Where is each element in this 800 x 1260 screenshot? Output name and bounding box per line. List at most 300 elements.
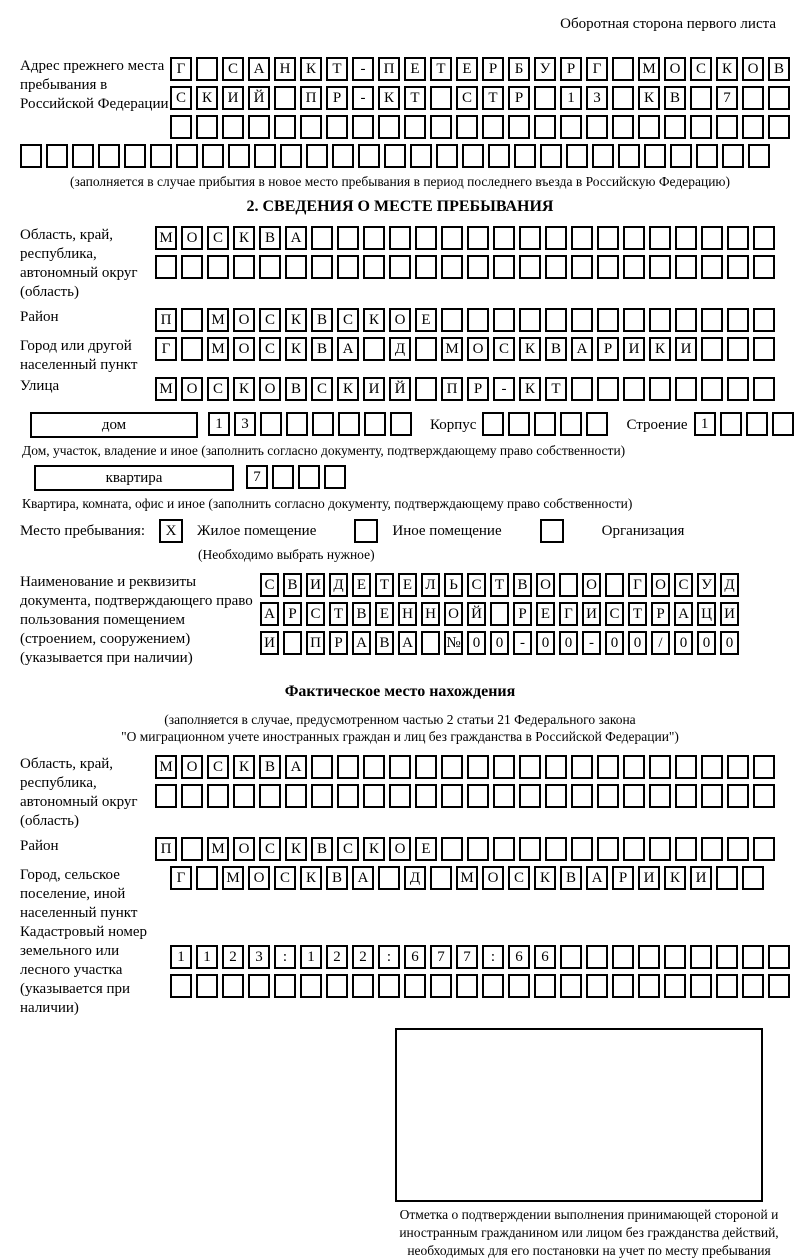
char-cell[interactable] <box>196 57 218 81</box>
char-cell[interactable] <box>338 412 360 436</box>
char-cell[interactable]: Р <box>482 57 504 81</box>
char-cell[interactable] <box>727 337 749 361</box>
char-cell[interactable]: 0 <box>628 631 647 655</box>
char-cell[interactable] <box>248 974 270 998</box>
char-cell[interactable] <box>560 412 582 436</box>
char-cell[interactable]: А <box>248 57 270 81</box>
char-cell[interactable] <box>207 784 229 808</box>
char-cell[interactable] <box>274 86 296 110</box>
char-cell[interactable] <box>415 337 437 361</box>
char-cell[interactable]: К <box>337 377 359 401</box>
apartment-type-box[interactable]: квартира <box>34 465 234 491</box>
char-cell[interactable] <box>597 226 619 250</box>
char-cell[interactable] <box>716 866 738 890</box>
char-cell[interactable] <box>467 784 489 808</box>
char-cell[interactable]: Ь <box>444 573 463 597</box>
char-cell[interactable] <box>260 412 282 436</box>
char-cell[interactable] <box>623 377 645 401</box>
char-cell[interactable] <box>155 255 177 279</box>
char-cell[interactable]: Е <box>536 602 555 626</box>
char-cell[interactable] <box>675 755 697 779</box>
char-cell[interactable]: П <box>155 308 177 332</box>
char-cell[interactable] <box>571 784 593 808</box>
char-cell[interactable] <box>753 337 775 361</box>
char-cell[interactable] <box>534 412 556 436</box>
char-cell[interactable]: Р <box>560 57 582 81</box>
char-cell[interactable]: П <box>306 631 325 655</box>
char-cell[interactable]: С <box>456 86 478 110</box>
char-cell[interactable]: П <box>300 86 322 110</box>
char-cell[interactable]: 3 <box>586 86 608 110</box>
char-cell[interactable] <box>586 945 608 969</box>
char-cell[interactable]: Д <box>720 573 739 597</box>
char-cell[interactable]: Т <box>375 573 394 597</box>
char-cell[interactable] <box>753 755 775 779</box>
char-cell[interactable] <box>753 784 775 808</box>
char-cell[interactable]: И <box>582 602 601 626</box>
char-cell[interactable]: С <box>222 57 244 81</box>
char-cell[interactable] <box>644 144 666 168</box>
char-cell[interactable] <box>571 226 593 250</box>
char-cell[interactable] <box>389 755 411 779</box>
char-cell[interactable] <box>493 755 515 779</box>
char-cell[interactable]: 2 <box>326 945 348 969</box>
char-cell[interactable] <box>364 412 386 436</box>
char-cell[interactable] <box>441 837 463 861</box>
char-cell[interactable]: С <box>306 602 325 626</box>
char-cell[interactable] <box>155 784 177 808</box>
char-cell[interactable]: С <box>311 377 333 401</box>
char-cell[interactable] <box>748 144 770 168</box>
char-cell[interactable] <box>670 144 692 168</box>
char-cell[interactable]: М <box>207 837 229 861</box>
char-cell[interactable] <box>545 837 567 861</box>
char-cell[interactable] <box>675 377 697 401</box>
char-cell[interactable] <box>286 412 308 436</box>
char-cell[interactable] <box>545 755 567 779</box>
char-cell[interactable] <box>534 86 556 110</box>
char-cell[interactable] <box>170 974 192 998</box>
char-cell[interactable]: С <box>260 573 279 597</box>
char-cell[interactable]: А <box>285 226 307 250</box>
char-cell[interactable] <box>390 412 412 436</box>
char-cell[interactable] <box>150 144 172 168</box>
char-cell[interactable] <box>222 115 244 139</box>
char-cell[interactable] <box>508 115 530 139</box>
char-cell[interactable] <box>72 144 94 168</box>
char-cell[interactable] <box>306 144 328 168</box>
char-cell[interactable] <box>664 974 686 998</box>
char-cell[interactable] <box>389 255 411 279</box>
char-cell[interactable]: С <box>337 837 359 861</box>
char-cell[interactable] <box>571 755 593 779</box>
char-cell[interactable] <box>605 573 624 597</box>
char-cell[interactable]: 7 <box>456 945 478 969</box>
char-cell[interactable]: С <box>690 57 712 81</box>
char-cell[interactable] <box>467 755 489 779</box>
char-cell[interactable] <box>389 784 411 808</box>
char-cell[interactable]: - <box>352 86 374 110</box>
char-cell[interactable]: В <box>259 755 281 779</box>
char-cell[interactable] <box>337 784 359 808</box>
char-cell[interactable] <box>540 144 562 168</box>
char-cell[interactable]: О <box>389 837 411 861</box>
char-cell[interactable]: В <box>768 57 790 81</box>
char-cell[interactable]: О <box>664 57 686 81</box>
char-cell[interactable] <box>675 226 697 250</box>
char-cell[interactable] <box>701 255 723 279</box>
char-cell[interactable]: А <box>285 755 307 779</box>
char-cell[interactable]: К <box>638 86 660 110</box>
char-cell[interactable]: : <box>482 945 504 969</box>
char-cell[interactable] <box>415 255 437 279</box>
char-cell[interactable] <box>772 412 794 436</box>
char-cell[interactable] <box>378 115 400 139</box>
char-cell[interactable]: В <box>560 866 582 890</box>
char-cell[interactable] <box>742 86 764 110</box>
char-cell[interactable] <box>649 755 671 779</box>
char-cell[interactable]: К <box>285 837 307 861</box>
char-cell[interactable]: Т <box>326 57 348 81</box>
char-cell[interactable]: С <box>207 755 229 779</box>
char-cell[interactable]: В <box>352 602 371 626</box>
char-cell[interactable] <box>768 86 790 110</box>
char-cell[interactable]: Д <box>329 573 348 597</box>
char-cell[interactable] <box>690 945 712 969</box>
char-cell[interactable] <box>571 308 593 332</box>
char-cell[interactable] <box>720 412 742 436</box>
char-cell[interactable] <box>233 255 255 279</box>
char-cell[interactable]: М <box>207 337 229 361</box>
char-cell[interactable] <box>272 465 294 489</box>
char-cell[interactable]: А <box>586 866 608 890</box>
char-cell[interactable] <box>560 115 582 139</box>
char-cell[interactable] <box>352 974 374 998</box>
char-cell[interactable]: О <box>181 377 203 401</box>
char-cell[interactable]: У <box>697 573 716 597</box>
char-cell[interactable] <box>467 226 489 250</box>
char-cell[interactable]: Б <box>508 57 530 81</box>
char-cell[interactable]: - <box>352 57 374 81</box>
char-cell[interactable] <box>430 866 452 890</box>
char-cell[interactable]: И <box>222 86 244 110</box>
char-cell[interactable]: О <box>233 337 255 361</box>
char-cell[interactable]: В <box>285 377 307 401</box>
char-cell[interactable]: О <box>482 866 504 890</box>
char-cell[interactable] <box>722 144 744 168</box>
char-cell[interactable]: Т <box>404 86 426 110</box>
char-cell[interactable]: Г <box>586 57 608 81</box>
char-cell[interactable] <box>207 255 229 279</box>
char-cell[interactable]: К <box>534 866 556 890</box>
char-cell[interactable]: С <box>493 337 515 361</box>
char-cell[interactable] <box>176 144 198 168</box>
char-cell[interactable] <box>493 837 515 861</box>
char-cell[interactable]: В <box>664 86 686 110</box>
char-cell[interactable] <box>571 377 593 401</box>
char-cell[interactable]: 2 <box>352 945 374 969</box>
char-cell[interactable] <box>254 144 276 168</box>
char-cell[interactable]: - <box>493 377 515 401</box>
char-cell[interactable] <box>456 115 478 139</box>
char-cell[interactable]: С <box>508 866 530 890</box>
char-cell[interactable]: О <box>742 57 764 81</box>
char-cell[interactable]: И <box>638 866 660 890</box>
char-cell[interactable]: В <box>545 337 567 361</box>
char-cell[interactable]: Й <box>389 377 411 401</box>
char-cell[interactable]: К <box>233 755 255 779</box>
char-cell[interactable]: П <box>155 837 177 861</box>
char-cell[interactable]: К <box>233 226 255 250</box>
char-cell[interactable]: К <box>378 86 400 110</box>
char-cell[interactable] <box>20 144 42 168</box>
char-cell[interactable]: Т <box>545 377 567 401</box>
char-cell[interactable] <box>675 784 697 808</box>
char-cell[interactable] <box>378 866 400 890</box>
char-cell[interactable] <box>623 308 645 332</box>
char-cell[interactable]: 1 <box>170 945 192 969</box>
char-cell[interactable]: А <box>571 337 593 361</box>
char-cell[interactable] <box>124 144 146 168</box>
char-cell[interactable]: К <box>649 337 671 361</box>
char-cell[interactable] <box>436 144 458 168</box>
char-cell[interactable] <box>493 226 515 250</box>
char-cell[interactable] <box>493 255 515 279</box>
char-cell[interactable]: Ц <box>697 602 716 626</box>
char-cell[interactable] <box>612 57 634 81</box>
char-cell[interactable]: И <box>306 573 325 597</box>
char-cell[interactable] <box>597 308 619 332</box>
char-cell[interactable]: И <box>363 377 385 401</box>
char-cell[interactable] <box>298 465 320 489</box>
char-cell[interactable] <box>768 974 790 998</box>
char-cell[interactable] <box>753 837 775 861</box>
char-cell[interactable] <box>519 255 541 279</box>
char-cell[interactable] <box>649 255 671 279</box>
char-cell[interactable] <box>753 255 775 279</box>
char-cell[interactable] <box>664 115 686 139</box>
char-cell[interactable] <box>716 115 738 139</box>
char-cell[interactable] <box>337 255 359 279</box>
char-cell[interactable] <box>259 784 281 808</box>
char-cell[interactable] <box>675 308 697 332</box>
char-cell[interactable]: В <box>259 226 281 250</box>
char-cell[interactable]: О <box>248 866 270 890</box>
char-cell[interactable] <box>363 784 385 808</box>
char-cell[interactable]: Л <box>421 573 440 597</box>
char-cell[interactable]: 3 <box>234 412 256 436</box>
char-cell[interactable]: О <box>181 226 203 250</box>
char-cell[interactable]: 1 <box>196 945 218 969</box>
char-cell[interactable] <box>664 945 686 969</box>
char-cell[interactable] <box>623 226 645 250</box>
char-cell[interactable] <box>421 631 440 655</box>
char-cell[interactable]: - <box>513 631 532 655</box>
char-cell[interactable] <box>430 86 452 110</box>
char-cell[interactable] <box>181 837 203 861</box>
char-cell[interactable]: - <box>582 631 601 655</box>
char-cell[interactable]: О <box>259 377 281 401</box>
char-cell[interactable]: Й <box>248 86 270 110</box>
char-cell[interactable]: С <box>274 866 296 890</box>
char-cell[interactable] <box>560 974 582 998</box>
char-cell[interactable] <box>384 144 406 168</box>
char-cell[interactable]: : <box>274 945 296 969</box>
char-cell[interactable] <box>430 974 452 998</box>
char-cell[interactable] <box>337 226 359 250</box>
char-cell[interactable] <box>727 784 749 808</box>
char-cell[interactable]: К <box>300 57 322 81</box>
char-cell[interactable]: 0 <box>720 631 739 655</box>
char-cell[interactable] <box>441 308 463 332</box>
char-cell[interactable] <box>441 255 463 279</box>
char-cell[interactable]: М <box>155 377 177 401</box>
char-cell[interactable] <box>742 866 764 890</box>
char-cell[interactable]: М <box>155 226 177 250</box>
char-cell[interactable]: Е <box>456 57 478 81</box>
char-cell[interactable] <box>519 226 541 250</box>
char-cell[interactable]: В <box>283 573 302 597</box>
char-cell[interactable]: О <box>233 308 255 332</box>
char-cell[interactable]: Р <box>283 602 302 626</box>
char-cell[interactable] <box>467 837 489 861</box>
char-cell[interactable]: 6 <box>404 945 426 969</box>
char-cell[interactable] <box>202 144 224 168</box>
char-cell[interactable]: 0 <box>605 631 624 655</box>
char-cell[interactable] <box>566 144 588 168</box>
char-cell[interactable] <box>675 837 697 861</box>
char-cell[interactable] <box>300 115 322 139</box>
char-cell[interactable] <box>696 144 718 168</box>
char-cell[interactable]: : <box>378 945 400 969</box>
char-cell[interactable]: С <box>170 86 192 110</box>
char-cell[interactable] <box>337 755 359 779</box>
char-cell[interactable] <box>222 974 244 998</box>
char-cell[interactable] <box>545 226 567 250</box>
char-cell[interactable] <box>746 412 768 436</box>
char-cell[interactable] <box>753 226 775 250</box>
char-cell[interactable]: О <box>233 837 255 861</box>
char-cell[interactable] <box>311 755 333 779</box>
char-cell[interactable] <box>283 631 302 655</box>
char-cell[interactable]: Г <box>170 866 192 890</box>
char-cell[interactable]: А <box>674 602 693 626</box>
char-cell[interactable] <box>311 226 333 250</box>
char-cell[interactable]: Т <box>329 602 348 626</box>
char-cell[interactable] <box>311 255 333 279</box>
char-cell[interactable] <box>467 308 489 332</box>
char-cell[interactable]: Е <box>375 602 394 626</box>
char-cell[interactable]: 2 <box>222 945 244 969</box>
char-cell[interactable]: П <box>441 377 463 401</box>
char-cell[interactable]: О <box>536 573 555 597</box>
char-cell[interactable] <box>415 377 437 401</box>
char-cell[interactable] <box>534 115 556 139</box>
char-cell[interactable]: С <box>259 337 281 361</box>
char-cell[interactable] <box>638 115 660 139</box>
char-cell[interactable] <box>196 115 218 139</box>
char-cell[interactable] <box>597 255 619 279</box>
char-cell[interactable] <box>352 115 374 139</box>
char-cell[interactable]: Д <box>389 337 411 361</box>
char-cell[interactable] <box>638 974 660 998</box>
char-cell[interactable]: К <box>716 57 738 81</box>
char-cell[interactable]: С <box>467 573 486 597</box>
char-cell[interactable]: М <box>638 57 660 81</box>
char-cell[interactable] <box>623 837 645 861</box>
char-cell[interactable] <box>519 784 541 808</box>
char-cell[interactable]: Г <box>170 57 192 81</box>
char-cell[interactable] <box>623 255 645 279</box>
char-cell[interactable] <box>196 974 218 998</box>
char-cell[interactable] <box>285 784 307 808</box>
char-cell[interactable]: 0 <box>467 631 486 655</box>
char-cell[interactable] <box>332 144 354 168</box>
char-cell[interactable] <box>98 144 120 168</box>
char-cell[interactable] <box>701 837 723 861</box>
char-cell[interactable]: Й <box>467 602 486 626</box>
char-cell[interactable] <box>701 784 723 808</box>
char-cell[interactable] <box>690 974 712 998</box>
char-cell[interactable] <box>456 974 478 998</box>
char-cell[interactable]: 6 <box>534 945 556 969</box>
char-cell[interactable] <box>701 377 723 401</box>
char-cell[interactable]: К <box>363 837 385 861</box>
char-cell[interactable]: 1 <box>300 945 322 969</box>
char-cell[interactable]: К <box>519 337 541 361</box>
char-cell[interactable]: О <box>467 337 489 361</box>
char-cell[interactable]: 6 <box>508 945 530 969</box>
char-cell[interactable]: О <box>651 573 670 597</box>
char-cell[interactable] <box>493 784 515 808</box>
char-cell[interactable] <box>545 308 567 332</box>
char-cell[interactable] <box>410 144 432 168</box>
char-cell[interactable]: В <box>375 631 394 655</box>
char-cell[interactable] <box>612 115 634 139</box>
char-cell[interactable]: Т <box>430 57 452 81</box>
char-cell[interactable]: Д <box>404 866 426 890</box>
char-cell[interactable] <box>378 974 400 998</box>
char-cell[interactable] <box>727 226 749 250</box>
char-cell[interactable]: Р <box>513 602 532 626</box>
char-cell[interactable]: А <box>337 337 359 361</box>
char-cell[interactable] <box>462 144 484 168</box>
char-cell[interactable]: У <box>534 57 556 81</box>
char-cell[interactable]: С <box>259 308 281 332</box>
char-cell[interactable]: С <box>337 308 359 332</box>
char-cell[interactable] <box>753 377 775 401</box>
char-cell[interactable]: Г <box>559 602 578 626</box>
char-cell[interactable]: И <box>720 602 739 626</box>
char-cell[interactable] <box>768 945 790 969</box>
char-cell[interactable] <box>508 412 530 436</box>
char-cell[interactable] <box>508 974 530 998</box>
char-cell[interactable] <box>389 226 411 250</box>
char-cell[interactable] <box>612 974 634 998</box>
char-cell[interactable]: / <box>651 631 670 655</box>
char-cell[interactable] <box>592 144 614 168</box>
char-cell[interactable] <box>519 755 541 779</box>
char-cell[interactable]: О <box>582 573 601 597</box>
char-cell[interactable] <box>559 573 578 597</box>
char-cell[interactable]: Е <box>404 57 426 81</box>
char-cell[interactable] <box>586 115 608 139</box>
char-cell[interactable] <box>727 837 749 861</box>
char-cell[interactable] <box>363 337 385 361</box>
char-cell[interactable]: 7 <box>430 945 452 969</box>
char-cell[interactable] <box>363 226 385 250</box>
char-cell[interactable] <box>259 255 281 279</box>
